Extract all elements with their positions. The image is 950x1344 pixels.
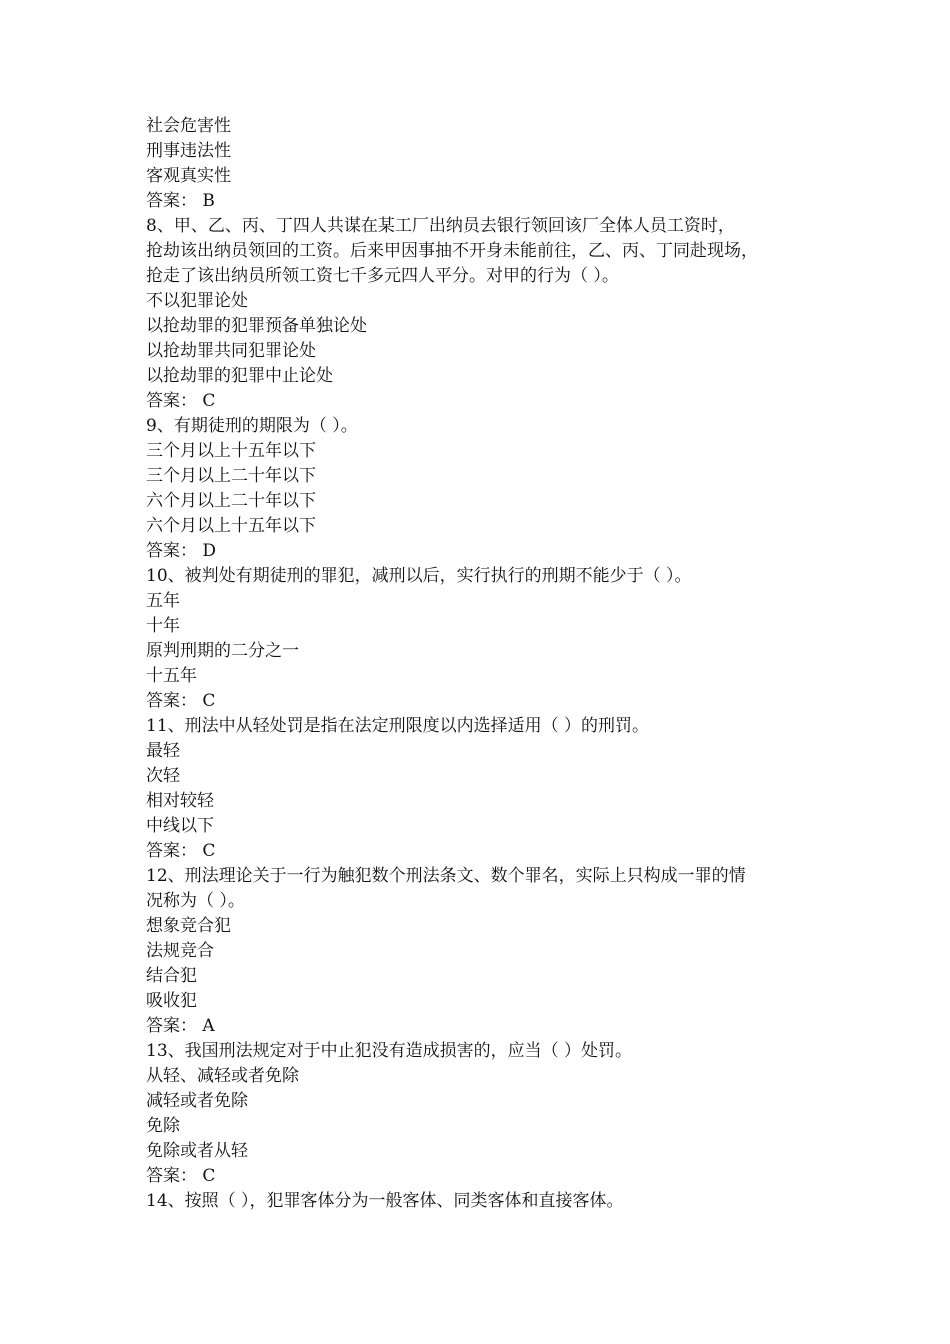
option-line: 结合犯 <box>146 966 197 986</box>
option-line: 六个月以上十五年以下 <box>146 516 316 536</box>
option-line: 次轻 <box>146 766 180 786</box>
option-line: 以抢劫罪共同犯罪论处 <box>146 341 316 361</box>
question-line: 11、刑法中从轻处罚是指在法定刑限度以内选择适用（ ）的刑罚。 <box>146 716 650 736</box>
answer-line: 答案： B <box>146 191 215 211</box>
option-line: 最轻 <box>146 741 180 761</box>
option-line: 中线以下 <box>146 816 214 836</box>
option-line: 想象竞合犯 <box>146 916 231 936</box>
answer-line: 答案： C <box>146 1166 216 1186</box>
document-body <box>146 114 826 1214</box>
option-line: 原判刑期的二分之一 <box>146 641 299 661</box>
option-line: 社会危害性 <box>146 116 231 136</box>
option-line: 法规竞合 <box>146 941 214 961</box>
option-line: 不以犯罪论处 <box>146 291 248 311</box>
answer-line: 答案： A <box>146 1016 215 1036</box>
option-line: 以抢劫罪的犯罪中止论处 <box>146 366 333 386</box>
question-line: 抢劫该出纳员领回的工资。后来甲因事抽不开身未能前往，乙、丙、丁同赴现场， <box>146 241 758 261</box>
question-line: 9、有期徒刑的期限为（ ）。 <box>146 416 358 436</box>
question-line: 14、按照（ ），犯罪客体分为一般客体、同类客体和直接客体。 <box>146 1191 624 1211</box>
option-line: 吸收犯 <box>146 991 197 1011</box>
option-line: 三个月以上二十年以下 <box>146 466 316 486</box>
question-line: 12、刑法理论关于一行为触犯数个刑法条文、数个罪名，实际上只构成一罪的情 <box>146 866 746 886</box>
question-line: 抢走了该出纳员所领工资七千多元四人平分。对甲的行为（ ）。 <box>146 266 619 286</box>
option-line: 十五年 <box>146 666 197 686</box>
option-line: 五年 <box>146 591 180 611</box>
option-line: 相对较轻 <box>146 791 214 811</box>
question-line: 10、被判处有期徒刑的罪犯，减刑以后，实行执行的刑期不能少于（ ）。 <box>146 566 692 586</box>
answer-line: 答案： C <box>146 391 216 411</box>
answer-line: 答案： C <box>146 691 216 711</box>
option-line: 三个月以上十五年以下 <box>146 441 316 461</box>
option-line: 客观真实性 <box>146 166 231 186</box>
option-line: 免除或者从轻 <box>146 1141 248 1161</box>
option-line: 免除 <box>146 1116 180 1136</box>
question-line: 况称为（ ）。 <box>146 891 245 911</box>
option-line: 六个月以上二十年以下 <box>146 491 316 511</box>
option-line: 十年 <box>146 616 180 636</box>
answer-line: 答案： D <box>146 541 217 561</box>
option-line: 从轻、减轻或者免除 <box>146 1066 299 1086</box>
option-line: 减轻或者免除 <box>146 1091 248 1111</box>
option-line: 刑事违法性 <box>146 141 231 161</box>
question-line: 8、甲、乙、丙、丁四人共谋在某工厂出纳员去银行领回该厂全体人员工资时， <box>146 216 735 236</box>
question-line: 13、我国刑法规定对于中止犯没有造成损害的，应当（ ）处罚。 <box>146 1041 633 1061</box>
answer-line: 答案： C <box>146 841 216 861</box>
option-line: 以抢劫罪的犯罪预备单独论处 <box>146 316 367 336</box>
